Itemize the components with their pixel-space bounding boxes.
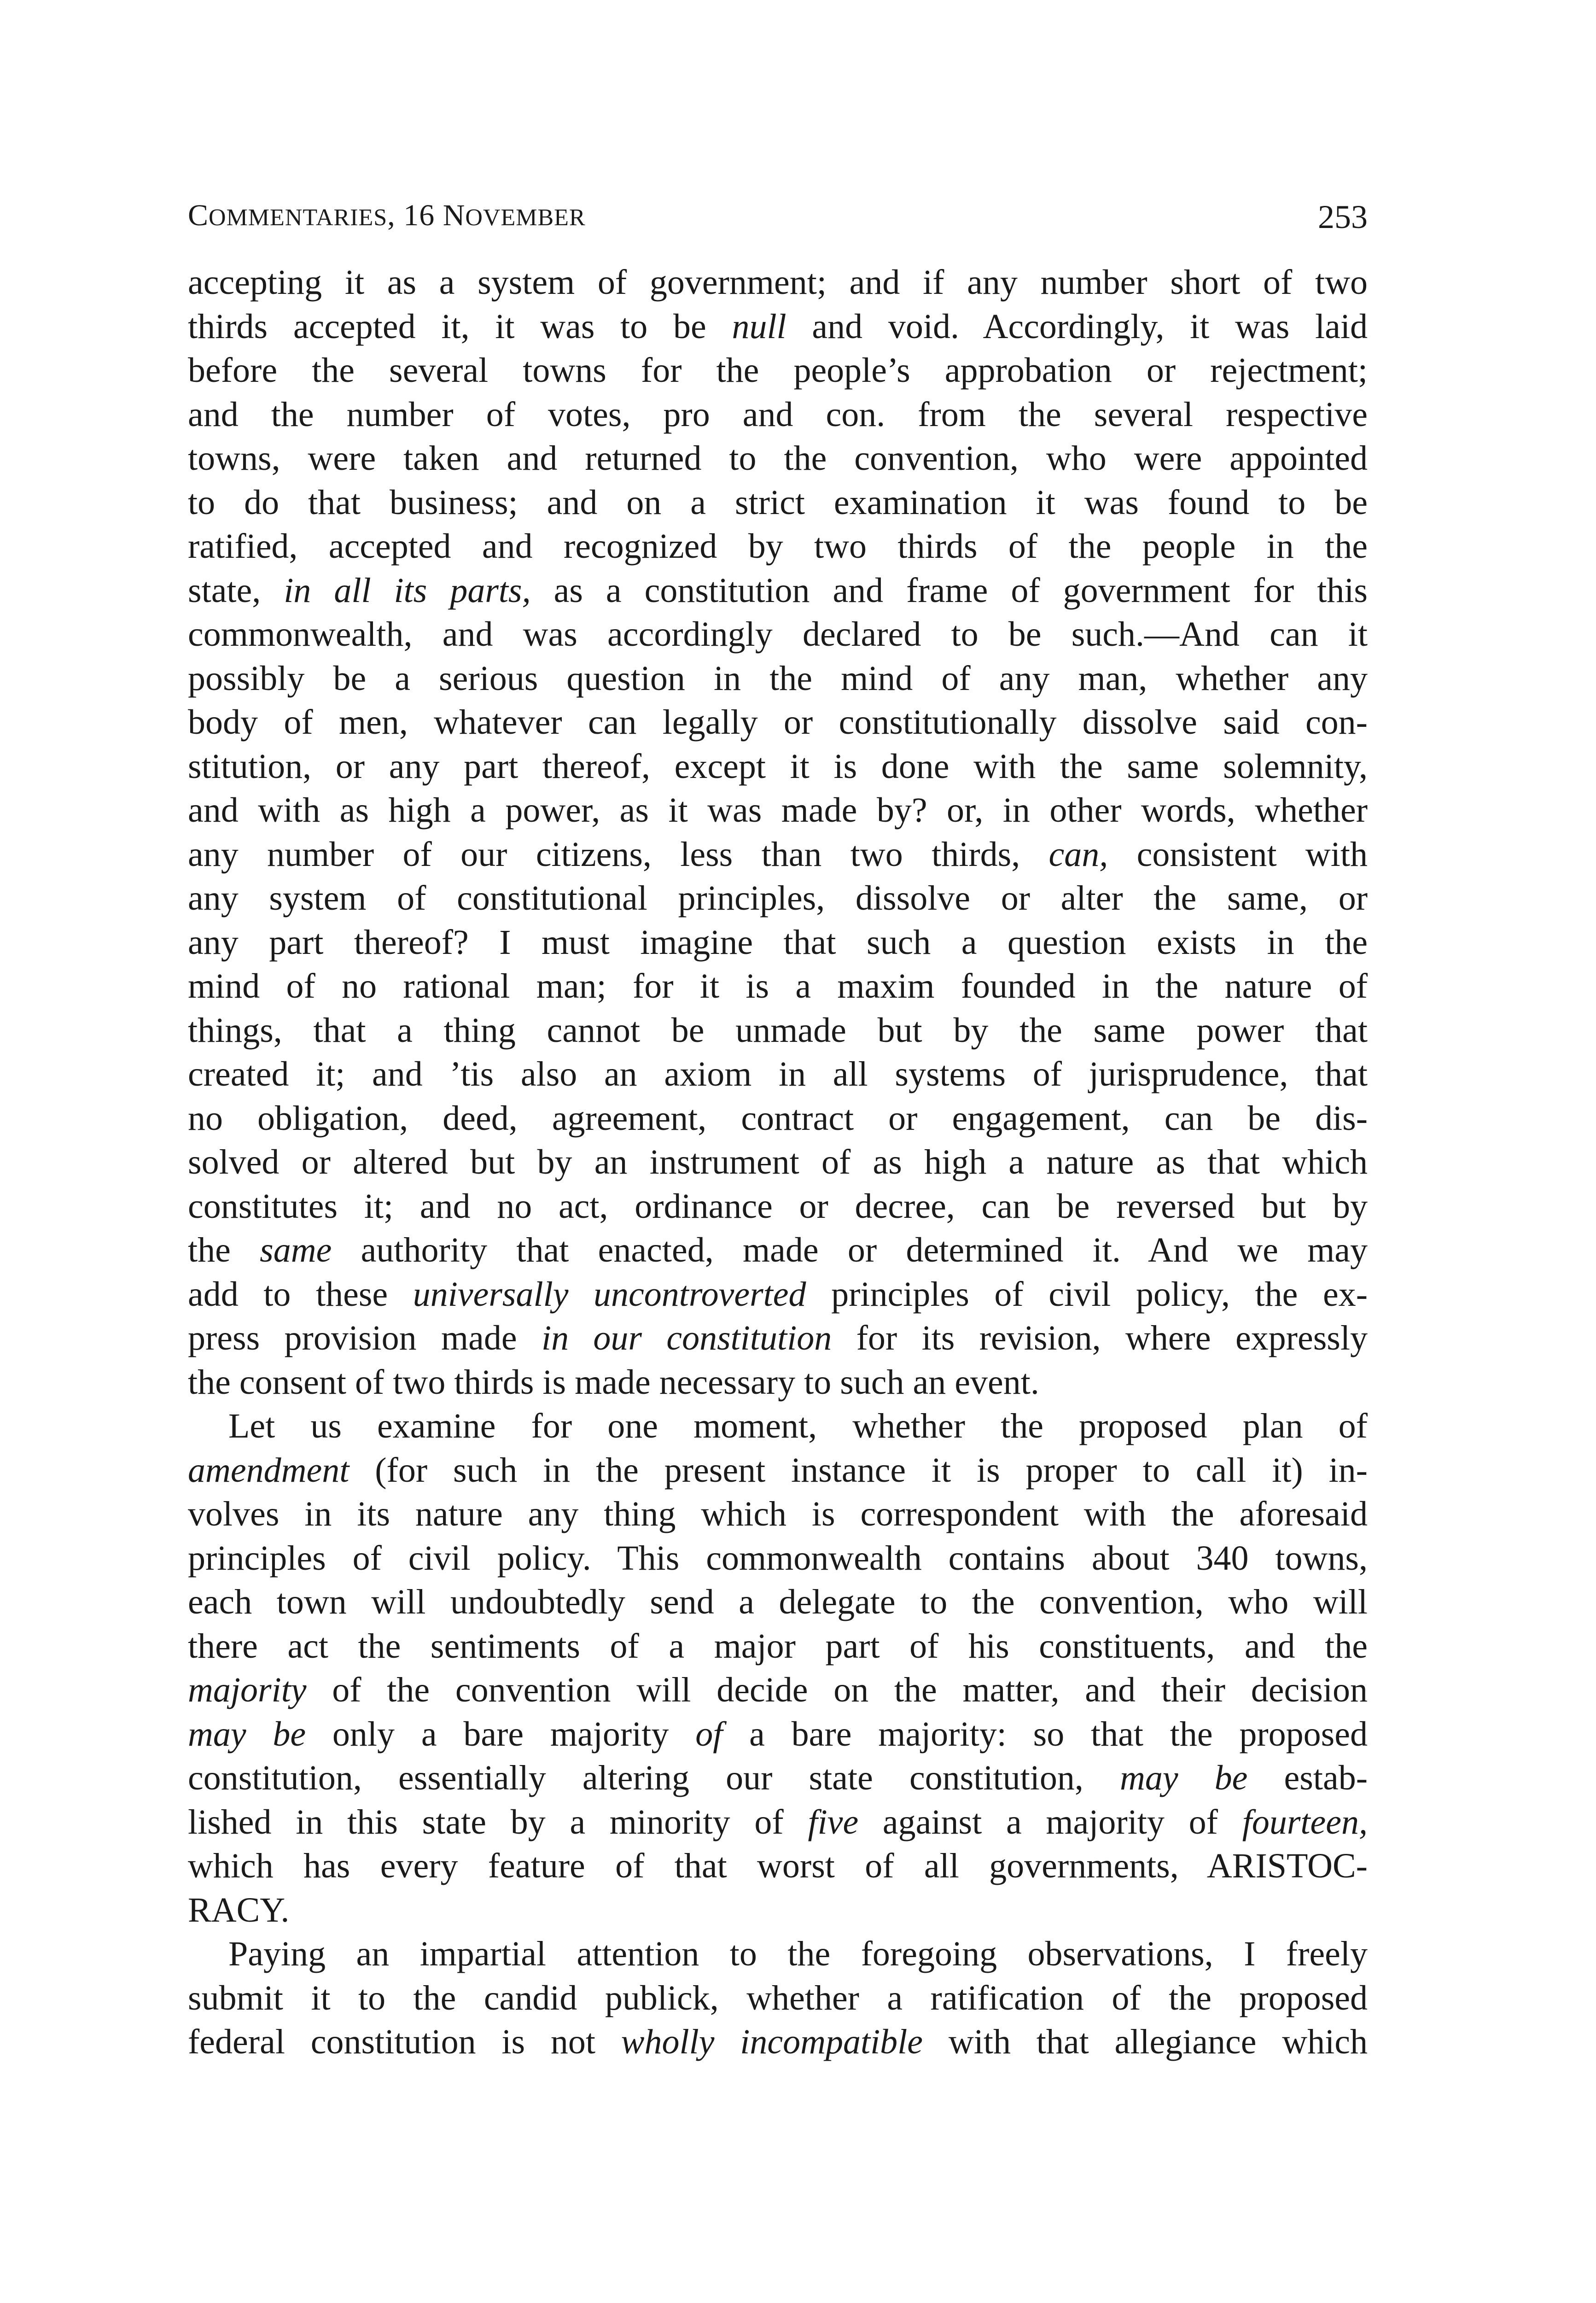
text-line: [188, 1800, 1368, 1845]
italic-text: amendment: [188, 1450, 349, 1490]
text-run: created it; and ’tis also an axiom in all systems of jurisprudence, that: [188, 1055, 1368, 1093]
italic-text: of: [695, 1714, 723, 1754]
page-number: 253: [1318, 199, 1368, 235]
text-run: the: [188, 1231, 260, 1269]
text-run: of the convention will decide on the matter, and their decision: [306, 1671, 1368, 1709]
text-line: [188, 1009, 1368, 1053]
text-line: [188, 1449, 1368, 1493]
text-line: [188, 657, 1368, 701]
text-run: a bare majority: so that the proposed: [722, 1714, 1368, 1754]
text-run: add to these: [188, 1274, 413, 1314]
text-line: [188, 1713, 1368, 1757]
text-line: [188, 1580, 1368, 1625]
text-run: with that allegiance which: [923, 2022, 1368, 2061]
text-run: solved or altered but by an instrument of as high a nature as that which: [188, 1143, 1368, 1181]
text-run: submit it to the candid publick, whether a ratification of the proposed: [188, 1978, 1368, 2017]
text-line: [188, 1097, 1368, 1141]
text-run: against a majority of: [858, 1802, 1242, 1841]
text-run: principles of civil policy. This commonwealth contains about 340 towns,: [188, 1538, 1368, 1578]
italic-text: in all its parts,: [284, 571, 531, 610]
text-run: stitution, or any part thereof, except it is done with the same solemnity,: [188, 747, 1368, 786]
italic-text: in our constitution: [541, 1319, 832, 1357]
italic-text: may be: [1119, 1759, 1248, 1797]
text-run: principles of civil policy, the ex-: [806, 1274, 1368, 1314]
text-line: [188, 1185, 1368, 1229]
text-run: towns, were taken and returned to the convention, who were appointed: [188, 439, 1368, 478]
text-run: which has every feature of that worst of all governments, ARISTOC-: [188, 1847, 1368, 1885]
italic-text: five: [808, 1802, 859, 1841]
text-run: any system of constitutional principles, dissolve or alter the same, or: [188, 879, 1368, 918]
text-line: [188, 261, 1368, 305]
text-line: [188, 1932, 1368, 1976]
text-run: each town will undoubtedly send a delegate to the convention, who will: [188, 1583, 1368, 1621]
text-line: [188, 1228, 1368, 1273]
italic-text: wholly incompatible: [621, 2022, 923, 2061]
text-line: [188, 1140, 1368, 1185]
text-line: [188, 2020, 1368, 2064]
text-line: [188, 701, 1368, 745]
italic-text: universally uncontroverted: [413, 1274, 806, 1314]
text-run: (for such in the present instance it is proper to call it) in-: [349, 1450, 1368, 1490]
text-line: [188, 1404, 1368, 1449]
text-line: [188, 1537, 1368, 1581]
text-line: [188, 613, 1368, 657]
text-line: [188, 437, 1368, 481]
text-line: [188, 305, 1368, 349]
text-run: there act the sentiments of a major part of his constituents, and the: [188, 1626, 1368, 1666]
running-title: [188, 198, 586, 233]
text-run: Paying an impartial attention to the foregoing observations, I freely: [228, 1935, 1368, 1973]
text-run: for its revision, where expressly: [832, 1319, 1368, 1357]
text-run: consistent with: [1108, 835, 1368, 874]
running-title-part: N: [443, 199, 466, 232]
text-run: federal constitution is not: [188, 2022, 621, 2061]
text-line: [188, 1052, 1368, 1097]
text-run: things, that a thing cannot be unmade but by the same power that: [188, 1011, 1368, 1050]
text-line: [188, 877, 1368, 921]
running-title-part: C: [188, 199, 209, 232]
running-title-part: OMMENTARIES: [209, 205, 388, 231]
italic-text: can,: [1048, 835, 1108, 874]
running-head: [188, 198, 1368, 240]
text-run: volves in its nature any thing which is correspondent with the aforesaid: [188, 1495, 1368, 1533]
text-line: [188, 569, 1368, 613]
text-run: possibly be a serious question in the mind of any man, whether any: [188, 659, 1368, 698]
italic-text: fourteen,: [1242, 1802, 1368, 1841]
text-run: thirds accepted it, it was to be: [188, 307, 732, 346]
text-line: [188, 833, 1368, 877]
text-line: [188, 525, 1368, 569]
text-run: the consent of two thirds is made necessary to such an event.: [188, 1362, 1039, 1402]
text-run: mind of no rational man; for it is a maxim founded in the nature of: [188, 967, 1368, 1005]
text-run: and the number of votes, pro and con. from the several respective: [188, 395, 1368, 434]
text-line: [188, 1273, 1368, 1317]
text-run: before the several towns for the people’s approbation or rejectment;: [188, 351, 1368, 390]
text-line: [188, 1976, 1368, 2021]
text-run: press provision made: [188, 1319, 542, 1357]
body-text: [188, 261, 1368, 2064]
text-line: [188, 1888, 1368, 1933]
text-run: only a bare majority: [306, 1714, 696, 1754]
text-line: [188, 1844, 1368, 1888]
running-title-part: OVEMBER: [465, 205, 586, 231]
italic-text: same: [260, 1231, 332, 1269]
text-run: accepting it as a system of government; and if any number short of two: [188, 263, 1368, 302]
text-line: [188, 745, 1368, 789]
text-run: constitutes it; and no act, ordinance or decree, can be reversed but by: [188, 1187, 1368, 1226]
text-line: [188, 1668, 1368, 1713]
italic-text: may be: [188, 1714, 306, 1754]
text-line: [188, 964, 1368, 1009]
text-line: [188, 349, 1368, 393]
text-line: [188, 481, 1368, 525]
text-line: [188, 789, 1368, 833]
text-run: Let us examine for one moment, whether the proposed plan of: [228, 1407, 1368, 1445]
text-line: [188, 921, 1368, 965]
italic-text: majority: [188, 1671, 307, 1709]
text-run: no obligation, deed, agreement, contract or engagement, can be dis-: [188, 1099, 1368, 1138]
text-run: and with as high a power, as it was made by? or, in other words, whether: [188, 791, 1368, 830]
italic-text: null: [732, 307, 786, 346]
text-run: and void. Accordingly, it was laid: [786, 307, 1368, 346]
text-run: as a constitution and frame of government for this: [530, 571, 1368, 610]
text-run: authority that enacted, made or determined it. And we may: [332, 1231, 1368, 1269]
text-line: [188, 1316, 1368, 1361]
text-run: any part thereof? I must imagine that such a question exists in the: [188, 923, 1368, 962]
text-run: lished in this state by a minority of: [188, 1802, 808, 1841]
text-run: body of men, whatever can legally or constitutionally dissolve said con-: [188, 703, 1368, 742]
text-line: [188, 1756, 1368, 1800]
text-line: [188, 393, 1368, 437]
text-run: to do that business; and on a strict examination it was found to be: [188, 483, 1368, 522]
text-run: commonwealth, and was accordingly declared to be such.—And can it: [188, 615, 1368, 654]
text-run: state,: [188, 571, 284, 610]
text-run: constitution, essentially altering our state constitution,: [188, 1759, 1120, 1797]
text-line: [188, 1492, 1368, 1537]
text-run: estab-: [1247, 1759, 1368, 1797]
text-line: [188, 1361, 1368, 1405]
running-title-part: , 16: [387, 199, 443, 232]
text-run: RACY.: [188, 1890, 290, 1929]
text-run: ratified, accepted and recognized by two thirds of the people in the: [188, 527, 1368, 566]
text-run: any number of our citizens, less than two thirds,: [188, 835, 1049, 874]
text-line: [188, 1625, 1368, 1669]
